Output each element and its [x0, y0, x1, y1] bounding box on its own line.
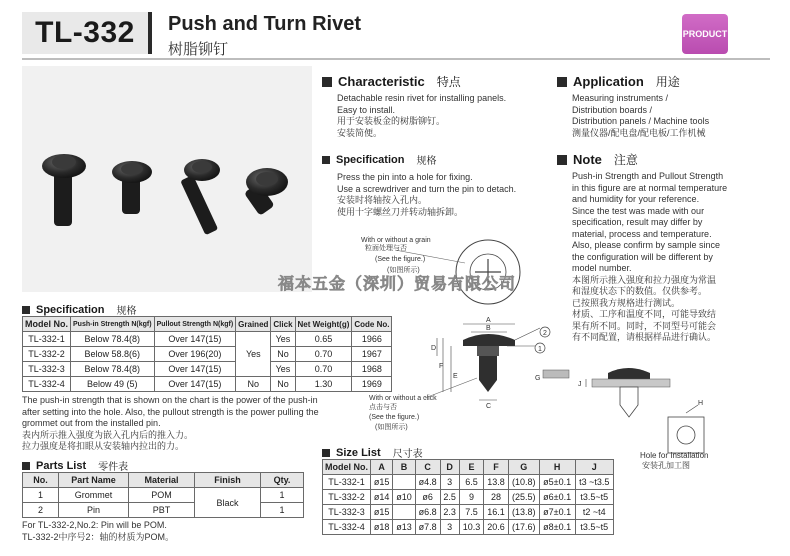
- table-cell: 1966: [352, 332, 392, 347]
- table-cell: 0.65: [295, 332, 352, 347]
- rivet-shank: [479, 356, 497, 392]
- table-cell: 1: [23, 488, 59, 503]
- table-cell: Over 147(15): [154, 362, 236, 377]
- part-callout-1: 1: [538, 346, 542, 353]
- panel-section: [543, 370, 569, 378]
- table-cell: 10.3: [459, 520, 484, 535]
- table-cell: Over 147(15): [154, 377, 236, 392]
- grain-note-line-4: (如图所示): [387, 267, 420, 274]
- note-text: Push-in Strength and Pullout Strength in this figure are at normal temperature and humidity for your reference. Since the test was made with our specification, result may differ by material, process and temperature. Also, please confirm by sample since the configuration will be different by model number. 本图所示推入强度和拉力强度为常温 和湿度状态下的数值。仅供参考。 已按照我方规格进行测试。 材质、工序和温度不同，可能导致结 果有所不同。同时，不同型号可能会 有不同配置，请根据样品进行确认。: [572, 171, 728, 342]
- table-cell: No: [236, 377, 271, 392]
- dim-label-g: G: [535, 375, 541, 382]
- table-cell: ø10: [393, 490, 415, 505]
- dim-label-h: H: [698, 400, 704, 407]
- table-header-cell: G: [508, 460, 539, 475]
- table-row: [23, 488, 304, 503]
- table-header-cell: C: [415, 460, 440, 475]
- rivet-image-2: [112, 161, 152, 214]
- table-header-cell: Pullout Strength N(kgf): [154, 317, 236, 332]
- dim-label-e: E: [453, 373, 458, 380]
- table-cell: ø7.8: [415, 520, 440, 535]
- hole-note: Hole for Installation 安装孔加工图: [640, 451, 709, 470]
- table-cell: 0.70: [295, 362, 352, 377]
- table-cell: ø15: [371, 505, 393, 520]
- table-cell: [393, 505, 415, 520]
- size-list-table: [322, 459, 614, 535]
- table-cell: 7.5: [459, 505, 484, 520]
- table-cell: (17.6): [508, 520, 539, 535]
- table-header-cell: Model No.: [323, 460, 371, 475]
- dim-label-f: F: [439, 363, 444, 370]
- table-cell: 2.3: [440, 505, 459, 520]
- dim-label-j: J: [578, 381, 582, 388]
- bullet-square-icon: [322, 156, 330, 164]
- product-title-cn: 树脂铆钉: [168, 41, 229, 58]
- table-cell: 9: [459, 490, 484, 505]
- spec-table-notes: The push-in strength that is shown on the chart is the power of the push-in after setting into the hole. Also, the pullout strength is the power pulling the grommet out from the installed pin. 表内所示推入强度为嵌入孔内后的推入力。 拉力强度是将扣眼从安装轴内拉出的力。: [22, 395, 319, 451]
- rivet-image-1: [42, 154, 86, 226]
- parts-list-table: [22, 472, 304, 518]
- table-cell: PBT: [129, 503, 195, 518]
- table-cell: t2 ~t4: [575, 505, 613, 520]
- table-header-cell: Qty.: [261, 473, 304, 488]
- rivet-collar: [477, 346, 499, 356]
- table-cell: 3: [440, 475, 459, 490]
- table-cell: ø6±0.1: [539, 490, 575, 505]
- size-list-heading: Size List 尺寸表: [322, 445, 423, 460]
- table-row: [323, 475, 614, 490]
- table-header-row: [23, 317, 392, 332]
- characteristic-text: Detachable resin rivet for installing panels. Easy to install. 用于安装板金的树脂铆钉。 安装简便。: [337, 93, 507, 138]
- table-cell: 0.70: [295, 347, 352, 362]
- model-number: TL-332: [35, 16, 135, 49]
- table-header-row: [23, 473, 304, 488]
- table-cell: ø13: [393, 520, 415, 535]
- table-cell: 1: [261, 488, 304, 503]
- table-cell: 13.8: [484, 475, 509, 490]
- table-header-cell: D: [440, 460, 459, 475]
- application-text: Measuring instruments / Distribution boards / Distribution panels / Machine tools 测量仪器/配电盘/配电板/工作机械: [572, 93, 710, 138]
- table-cell: Over 147(15): [154, 332, 236, 347]
- bullet-square-icon: [322, 77, 332, 87]
- table-cell: t3.5~t5: [575, 520, 613, 535]
- table-cell: t3.5~t5: [575, 490, 613, 505]
- spec-table-heading: Specification 规格: [22, 302, 136, 317]
- table-cell: ø18: [371, 520, 393, 535]
- table-cell: (25.5): [508, 490, 539, 505]
- characteristic-heading: Characteristic 特点: [322, 73, 461, 90]
- table-cell: TL-332-3: [323, 505, 371, 520]
- application-heading: Application 用途: [557, 73, 680, 90]
- table-cell: Black: [195, 488, 261, 518]
- table-header-cell: Model No.: [23, 317, 71, 332]
- table-cell: Yes: [271, 362, 295, 377]
- table-cell: ø14: [371, 490, 393, 505]
- hole-circle: [677, 426, 695, 444]
- grain-note-line-2: 粒面处理与否: [365, 245, 407, 252]
- bullet-square-icon: [22, 306, 30, 314]
- table-cell: 1.30: [295, 377, 352, 392]
- table-header-cell: Net Weight(g): [295, 317, 352, 332]
- table-cell: 2: [23, 503, 59, 518]
- table-header-cell: Finish: [195, 473, 261, 488]
- table-cell: TL-332-1: [323, 475, 371, 490]
- table-cell: 3: [440, 520, 459, 535]
- table-cell: Grommet: [59, 488, 129, 503]
- table-cell: 16.1: [484, 505, 509, 520]
- table-cell: Below 49 (5): [71, 377, 155, 392]
- table-header-row: [323, 460, 614, 475]
- model-number-box: [22, 12, 152, 54]
- dim-label-d: D: [431, 345, 437, 352]
- click-note-line-2: 点击与否: [369, 404, 397, 411]
- header-divider: [22, 58, 770, 60]
- product-title-en: Push and Turn Rivet: [168, 13, 361, 35]
- table-header-cell: Grained: [236, 317, 271, 332]
- table-cell: ø4.8: [415, 475, 440, 490]
- table-header-cell: J: [575, 460, 613, 475]
- table-cell: Over 196(20): [154, 347, 236, 362]
- table-cell: 1967: [352, 347, 392, 362]
- table-cell: 28: [484, 490, 509, 505]
- table-header-cell: Push-in Strength N(kgf): [71, 317, 155, 332]
- table-row: [23, 377, 392, 392]
- table-cell: (13.8): [508, 505, 539, 520]
- table-cell: ø6.8: [415, 505, 440, 520]
- table-cell: ø7±0.1: [539, 505, 575, 520]
- table-cell: Below 78.4(8): [71, 362, 155, 377]
- grain-note-line-1: With or without a grain: [361, 237, 431, 244]
- dim-label-c: C: [486, 403, 492, 410]
- table-cell: 1969: [352, 377, 392, 392]
- table-header-cell: A: [371, 460, 393, 475]
- table-cell: TL-332-3: [23, 362, 71, 377]
- installed-panel: [592, 379, 670, 387]
- table-cell: 1: [261, 503, 304, 518]
- click-note-line-4: (如图所示): [375, 424, 408, 431]
- table-header-cell: Click: [271, 317, 295, 332]
- table-row: [23, 503, 304, 518]
- table-cell: No: [271, 377, 295, 392]
- table-cell: ø5±0.1: [539, 475, 575, 490]
- product-badge: PRODUCT: [682, 14, 728, 54]
- table-row: [323, 490, 614, 505]
- table-row: [23, 347, 392, 362]
- table-cell: ø15: [371, 475, 393, 490]
- table-cell: ø8±0.1: [539, 520, 575, 535]
- table-row: [323, 505, 614, 520]
- parts-list-heading: Parts List 零件表: [22, 458, 128, 473]
- dim-label-b: B: [486, 325, 491, 332]
- bullet-square-icon: [322, 449, 330, 457]
- spec-table: [22, 316, 392, 392]
- table-cell: No: [271, 347, 295, 362]
- table-cell: t3 ~t3.5: [575, 475, 613, 490]
- product-photo: [22, 66, 312, 292]
- spec-text-body: Press the pin into a hole for fixing. Use a screwdriver and turn the pin to detach. 安装时将轴按入孔内。 使用十字螺丝刀并转动轴拆卸。: [337, 172, 517, 217]
- part-callout-2: 2: [543, 330, 547, 337]
- rivet-head: [463, 334, 515, 346]
- bullet-square-icon: [557, 155, 567, 165]
- bullet-square-icon: [557, 77, 567, 87]
- dim-label-a: A: [486, 317, 491, 324]
- table-header-cell: Material: [129, 473, 195, 488]
- click-note-line-3: (See the figure.): [369, 414, 420, 421]
- grain-note-line-3: (See the figure.): [375, 256, 426, 263]
- table-header-cell: F: [484, 460, 509, 475]
- table-row: [23, 332, 392, 347]
- table-row: [323, 520, 614, 535]
- table-cell: 1968: [352, 362, 392, 377]
- table-cell: Below 58.8(6): [71, 347, 155, 362]
- table-header-cell: Part Name: [59, 473, 129, 488]
- table-cell: TL-332-4: [23, 377, 71, 392]
- table-cell: 2.5: [440, 490, 459, 505]
- click-note-line-1: With or without a click: [369, 395, 437, 402]
- table-cell: [393, 475, 415, 490]
- table-header-cell: Code No.: [352, 317, 392, 332]
- note-heading: Note 注意: [557, 151, 638, 168]
- spec-text-heading: Specification 规格: [322, 152, 436, 167]
- bullet-square-icon: [22, 462, 30, 470]
- table-cell: 6.5: [459, 475, 484, 490]
- table-row: [23, 362, 392, 377]
- parts-list-notes: For TL-332-2,No.2: Pin will be POM. TL-332-2中序号2：轴的材质为POM。: [22, 520, 175, 542]
- table-cell: TL-332-2: [323, 490, 371, 505]
- table-cell: 20.6: [484, 520, 509, 535]
- table-header-cell: H: [539, 460, 575, 475]
- table-header-cell: No.: [23, 473, 59, 488]
- table-cell: POM: [129, 488, 195, 503]
- table-header-cell: E: [459, 460, 484, 475]
- table-cell: Yes: [271, 332, 295, 347]
- rivet-image-4: [244, 168, 288, 216]
- table-cell: Below 78.4(8): [71, 332, 155, 347]
- table-cell: Pin: [59, 503, 129, 518]
- table-cell: ø6: [415, 490, 440, 505]
- table-cell: TL-332-4: [323, 520, 371, 535]
- table-cell: Yes: [236, 332, 271, 377]
- table-cell: TL-332-2: [23, 347, 71, 362]
- table-cell: (10.8): [508, 475, 539, 490]
- table-header-cell: B: [393, 460, 415, 475]
- watermark: 福本五金（深圳）贸易有限公司: [278, 276, 517, 293]
- table-cell: TL-332-1: [23, 332, 71, 347]
- rivet-image-3: [180, 159, 220, 235]
